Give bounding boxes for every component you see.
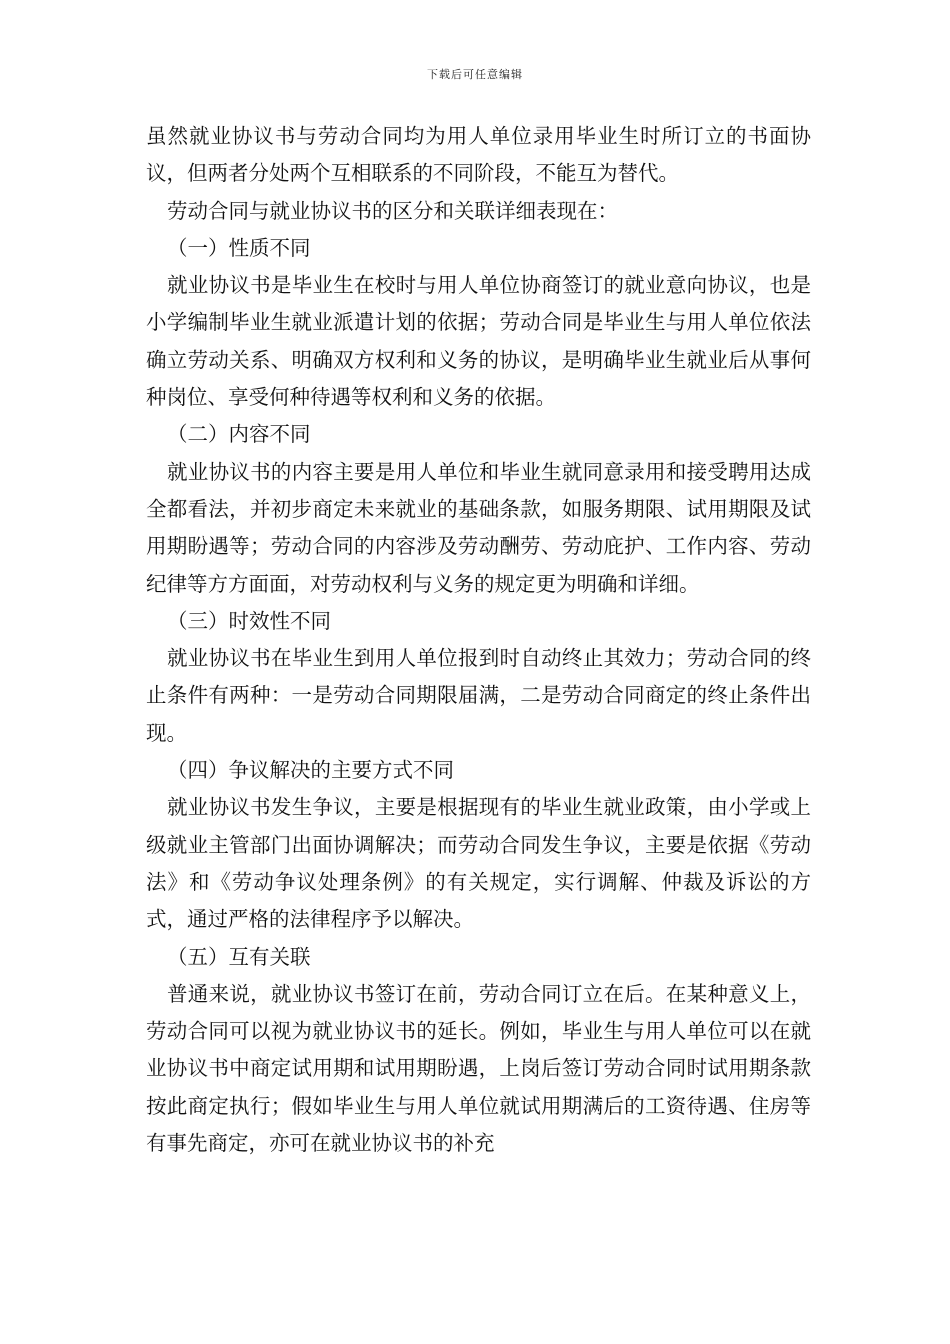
section-heading-relation: （五）互有关联 bbox=[167, 944, 311, 969]
document-body bbox=[146, 118, 811, 1162]
page-header: 下载后可任意编辑 bbox=[427, 68, 523, 81]
paragraph-dispute: 就业协议书发生争议，主要是根据现有的毕业生就业政策，由小学或上级就业主管部门出面协调解决；而劳动合同发生争议，主要是依据《劳动法》和《劳动争议处理条例》的有关规定，实行调解、仲裁及诉讼的方式，通过严格的法律程序予以解决。 bbox=[146, 795, 811, 932]
section-heading-dispute: （四）争议解决的主要方式不同 bbox=[167, 758, 454, 783]
paragraph-overview: 劳动合同与就业协议书的区分和关联详细表现在： bbox=[167, 198, 618, 223]
section-heading-content: （二）内容不同 bbox=[167, 422, 311, 447]
paragraph-relation: 普通来说，就业协议书签订在前，劳动合同订立在后。在某种意义上，劳动合同可以视为就业协议书的延长。例如，毕业生与用人单位可以在就业协议书中商定试用期和试用期盼遇，上岗后签订劳动合同时试用期条款按此商定执行；假如毕业生与用人单位就试用期满后的工资待遇、住房等有事先商定，亦可在就业协议书的补充 bbox=[146, 981, 811, 1156]
paragraph-validity: 就业协议书在毕业生到用人单位报到时自动终止其效力；劳动合同的终止条件有两种：一是劳动合同期限届满，二是劳动合同商定的终止条件出现。 bbox=[146, 646, 811, 745]
paragraph-content: 就业协议书的内容主要是用人单位和毕业生就同意录用和接受聘用达成全都看法，并初步商定未来就业的基础条款，如服务期限、试用期限及试用期盼遇等；劳动合同的内容涉及劳动酬劳、劳动庇护、工作内容、劳动纪律等方方面面，对劳动权利与义务的规定更为明确和详细。 bbox=[146, 459, 811, 596]
paragraph-nature: 就业协议书是毕业生在校时与用人单位协商签订的就业意向协议，也是小学编制毕业生就业派遣计划的依据；劳动合同是毕业生与用人单位依法确立劳动关系、明确双方权利和义务的协议，是明确毕业生就业后从事何种岗位、享受何种待遇等权利和义务的依据。 bbox=[146, 273, 811, 410]
section-heading-nature: （一）性质不同 bbox=[167, 235, 311, 260]
paragraph-intro: 虽然就业协议书与劳动合同均为用人单位录用毕业生时所订立的书面协议，但两者分处两个互相联系的不同阶段，不能互为替代。 bbox=[146, 124, 811, 186]
section-heading-validity: （三）时效性不同 bbox=[167, 608, 331, 633]
